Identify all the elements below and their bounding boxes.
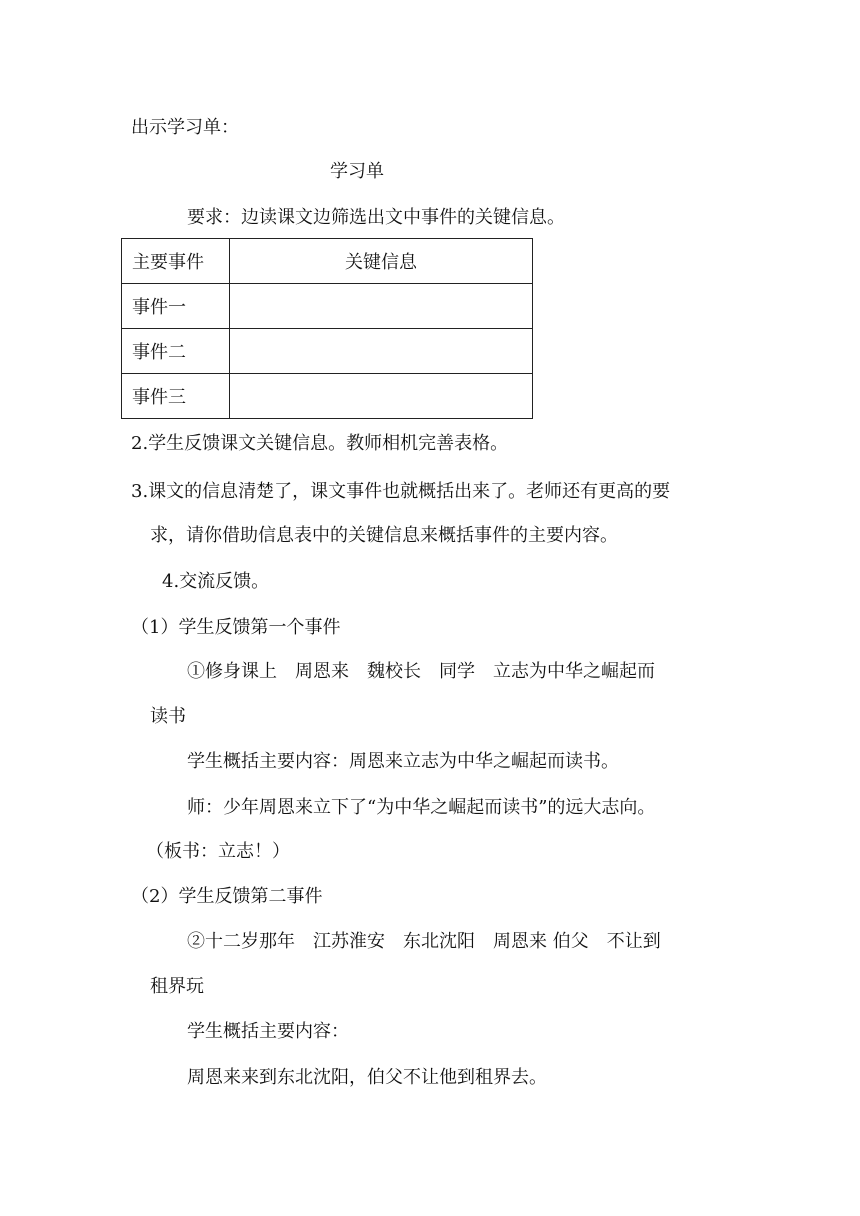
key-info-table (121, 238, 533, 419)
part-1-teacher-remark: 师：少年周恩来立下了“为中华之崛起而读书”的远大志向。 (187, 797, 656, 818)
part-2-heading: （2）学生反馈第二事件 (131, 886, 323, 907)
table-cell: 事件一 (122, 284, 230, 329)
table-header-cell: 关键信息 (230, 239, 533, 284)
requirement-text: 要求：边读课文边筛选出文中事件的关键信息。 (187, 207, 565, 228)
part-2-summary: 周恩来来到东北沈阳，伯父不让他到租界去。 (187, 1067, 547, 1088)
part-1-keywords-line-1: ①修身课上 周恩来 魏校长 同学 立志为中华之崛起而 (187, 661, 655, 682)
table-cell (230, 374, 533, 419)
intro-text: 出示学习单： (131, 117, 239, 138)
table-cell: 事件三 (122, 374, 230, 419)
part-1-board-note: （板书：立志！） (146, 841, 290, 862)
part-2-keywords-line-2: 租界玩 (150, 976, 204, 997)
step-3-text-line-2: 求，请你借助信息表中的关键信息来概括事件的主要内容。 (150, 525, 618, 546)
part-1-heading: （1）学生反馈第一个事件 (131, 617, 341, 638)
table-header-row (122, 239, 533, 284)
table-row (122, 374, 533, 419)
table-row (122, 329, 533, 374)
table-row (122, 284, 533, 329)
table-header-cell: 主要事件 (122, 239, 230, 284)
part-2-keywords-line-1: ②十二岁那年 江苏淮安 东北沈阳 周恩来 伯父 不让到 (187, 931, 661, 952)
step-2-text: 2.学生反馈课文关键信息。教师相机完善表格。 (131, 433, 509, 454)
step-4-text: 4.交流反馈。 (162, 571, 270, 592)
part-1-keywords-line-2: 读书 (150, 706, 186, 727)
part-2-summary-label: 学生概括主要内容： (187, 1021, 349, 1042)
step-3-text-line-1: 3.课文的信息清楚了，课文事件也就概括出来了。老师还有更高的要 (131, 481, 671, 502)
table-cell (230, 329, 533, 374)
part-1-summary: 学生概括主要内容：周恩来立志为中华之崛起而读书。 (187, 751, 619, 772)
sheet-title: 学习单 (330, 161, 384, 182)
table-cell: 事件二 (122, 329, 230, 374)
table-cell (230, 284, 533, 329)
